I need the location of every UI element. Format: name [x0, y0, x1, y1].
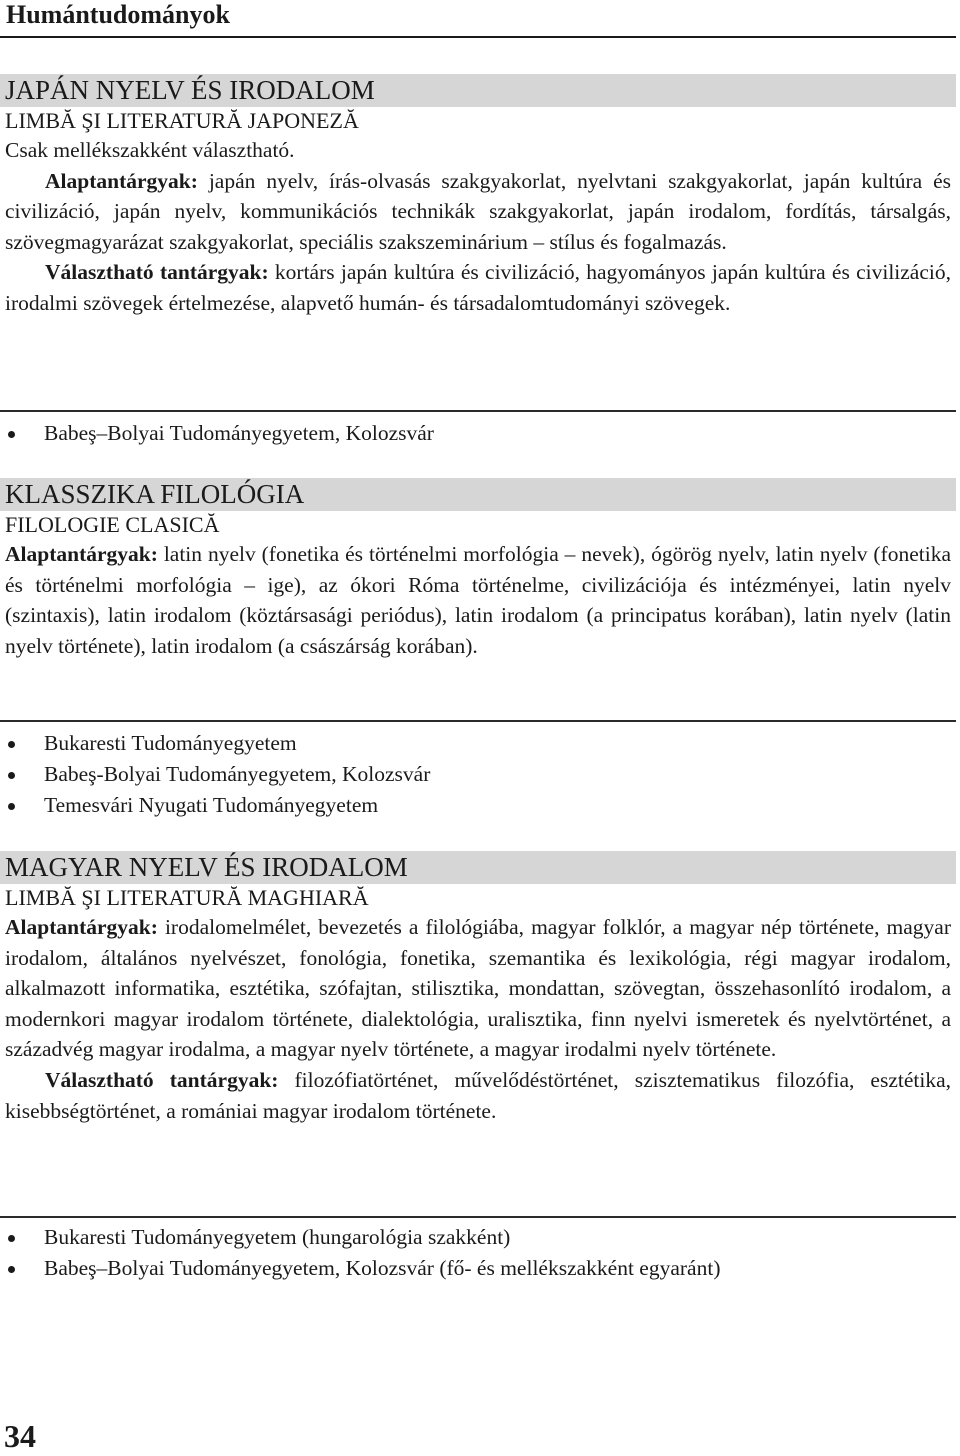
university-list	[0, 1222, 956, 1284]
elective-subjects-paragraph	[0, 257, 956, 318]
running-head: Humántudományok	[6, 0, 230, 29]
bullet-icon	[8, 1266, 15, 1273]
bullet-icon	[8, 741, 15, 748]
core-subjects-text: japán nyelv, írás-olvasás szakgyakorlat, nyelvtani szakgyakorlat, japán kultúra és civilizáció, japán nyelv, kommunikációs technikák szakgyakorlat, japán irodalom, fordítás, társalgás, szövegmagyarázat szakgyakorlat, speciális szakszeminárium – stílus és fogalmazás.	[5, 168, 951, 254]
list-item	[0, 418, 956, 449]
section-note: Csak mellékszakként választható.	[5, 138, 295, 162]
university-name: Babeş–Bolyai Tudományegyetem, Kolozsvár	[44, 421, 434, 445]
section-subtitle: LIMBĂ ŞI LITERATURĂ MAGHIARĂ	[5, 885, 369, 910]
list-item	[0, 1222, 956, 1253]
core-subjects-paragraph	[0, 539, 956, 661]
section-title: MAGYAR NYELV ÉS IRODALOM	[0, 851, 956, 884]
list-item	[0, 759, 956, 790]
university-list	[0, 418, 956, 449]
section-classical-philology	[0, 478, 956, 661]
university-name: Bukaresti Tudományegyetem (hungarológia szakként)	[44, 1225, 511, 1249]
section-rule	[0, 1216, 956, 1218]
section-title: JAPÁN NYELV ÉS IRODALOM	[0, 74, 956, 107]
list-item	[0, 728, 956, 759]
section-subtitle: FILOLOGIE CLASICĂ	[5, 512, 220, 537]
bullet-icon	[8, 1235, 15, 1242]
bullet-icon	[8, 803, 15, 810]
header-rule	[0, 36, 956, 38]
section-title: KLASSZIKA FILOLÓGIA	[0, 478, 956, 511]
university-name: Babeş–Bolyai Tudományegyetem, Kolozsvár (fő- és mellékszakként egyaránt)	[44, 1256, 721, 1280]
list-item	[0, 790, 956, 821]
core-subjects-label: Alaptantárgyak:	[5, 542, 158, 566]
elective-subjects-text: kortárs japán kultúra és civilizáció, hagyományos japán kultúra és civilizáció, irodalmi szövegek értelmezése, alapvető humán- és társadalomtudományi szövegek.	[5, 260, 951, 315]
university-name: Babeş-Bolyai Tudományegyetem, Kolozsvár	[44, 762, 431, 786]
elective-subjects-label: Választható tantárgyak:	[45, 1067, 279, 1092]
section-japanese	[0, 74, 956, 319]
core-subjects-paragraph	[0, 912, 956, 1065]
core-subjects-label: Alaptantárgyak:	[45, 168, 198, 193]
university-list	[0, 728, 956, 821]
section-rule	[0, 410, 956, 412]
core-subjects-paragraph	[0, 166, 956, 258]
university-name: Bukaresti Tudományegyetem	[44, 731, 297, 755]
section-hungarian	[0, 851, 956, 1126]
list-item	[0, 1253, 956, 1284]
elective-subjects-paragraph	[0, 1065, 956, 1126]
section-rule	[0, 720, 956, 722]
core-subjects-text: latin nyelv (fonetika és történelmi morfológia – nevek), ógörög nyelv, latin nyelv (fonetika és történelmi morfológia – ige), az ókori Róma történelme, civilizációja és intézményei, latin nyelv (szintaxis), latin irodalom (köztársasági periódus), latin irodalom (a principatus korában), latin nyelv (latin nyelv története), latin irodalom (a császárság korában).	[5, 542, 951, 658]
core-subjects-text: irodalomelmélet, bevezetés a filológiába, magyar folklór, a magyar nép története, magyar irodalom, általános nyelvészet, fonológia, fonetika, szemantika és lexikológia, régi magyar irodalom, alkalmazott informatika, esztétika, szófajtan, stilisztika, mondattan, szövegtan, összehasonlító irodalom, a modernkori magyar irodalom története, dialektológia, uralisztika, finn nyelvi ismeretek és nyelvtörténet, a századvég magyar irodalma, a magyar nyelv története, a magyar irodalmi nyelv története.	[5, 915, 951, 1062]
elective-subjects-label: Választható tantárgyak:	[45, 260, 269, 285]
bullet-icon	[8, 772, 15, 779]
elective-subjects-text: filozófiatörténet, művelődéstörténet, szisztematikus filozófia, esztétika, kisebbségtörténet, a romániai magyar irodalom története.	[5, 1067, 952, 1123]
bullet-icon	[8, 431, 15, 438]
university-name: Temesvári Nyugati Tudományegyetem	[44, 793, 379, 817]
core-subjects-label: Alaptantárgyak:	[5, 915, 158, 939]
section-subtitle: LIMBĂ ŞI LITERATURĂ JAPONEZĂ	[5, 108, 359, 133]
page-number: 34	[4, 1418, 36, 1454]
